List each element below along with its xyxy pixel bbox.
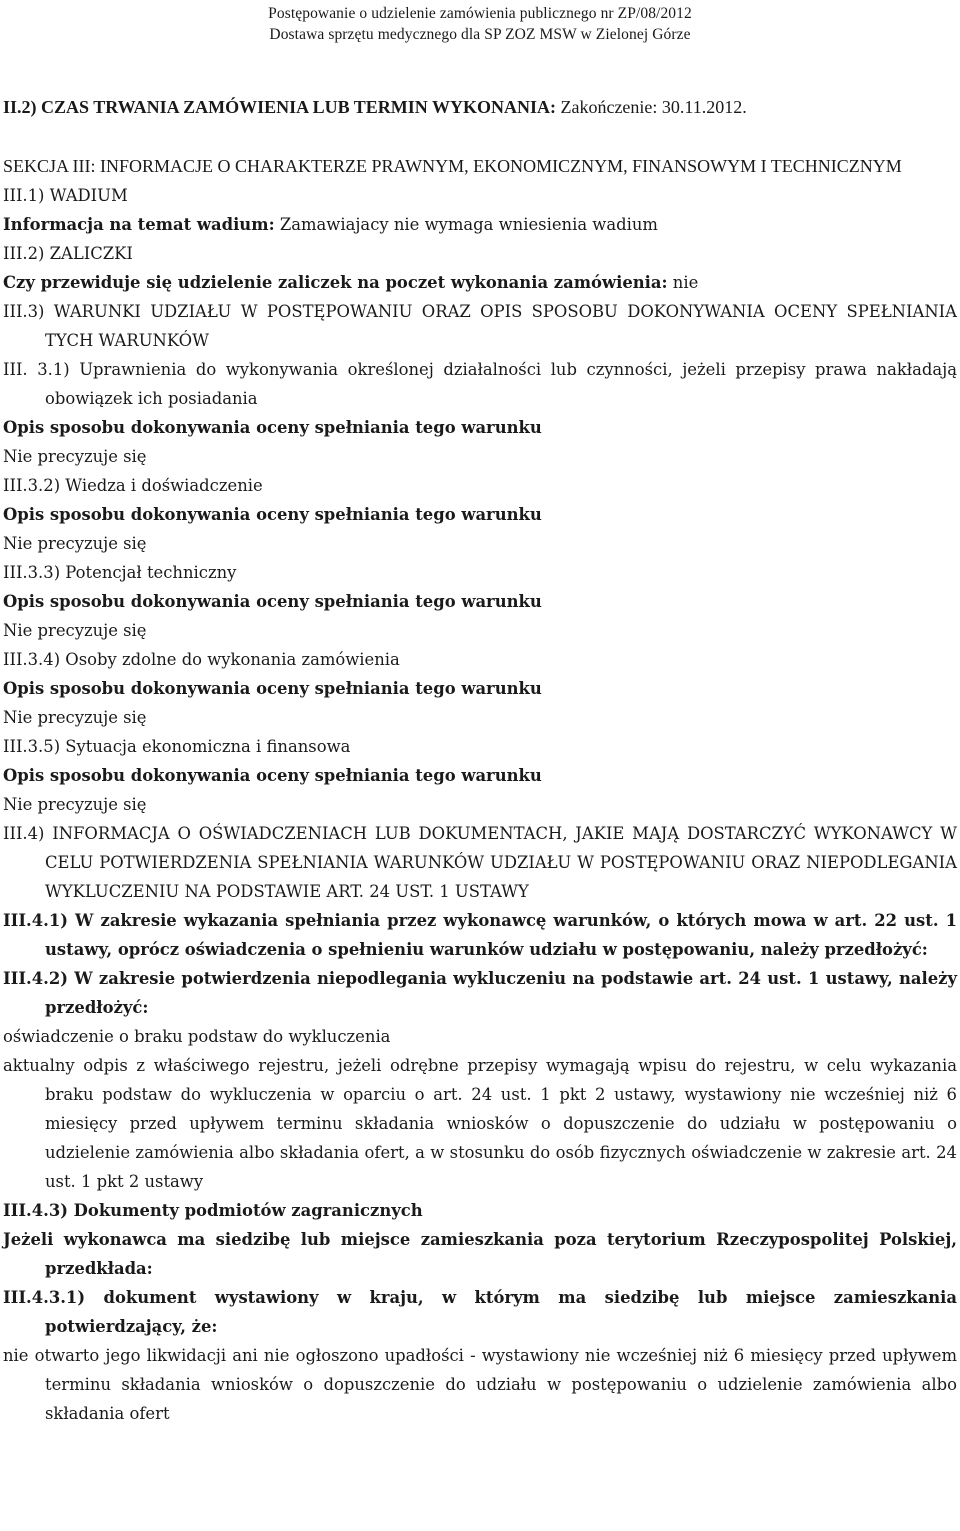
czas-label: II.2) CZAS TRWANIA ZAMÓWIENIA LUB TERMIN WYKONANIA: <box>3 97 556 117</box>
warunek-2-value: Nie precyzuje się <box>3 534 147 553</box>
warunek-1-value: Nie precyzuje się <box>3 447 147 466</box>
wadium-info <box>3 210 957 239</box>
section-3-4-1: III.4.1) W zakresie wykazania spełniania przez wykonawcę warunków, o których mowa w art. 22 ust. 1 ustawy, oprócz oświadczenia o spełnieniu warunków udziału w postępowaniu, należy przedłożyć: <box>3 911 957 959</box>
warunek-4-opis: Opis sposobu dokonywania oceny spełniania tego warunku <box>3 679 542 698</box>
document-body <box>0 93 960 1428</box>
warunki-heading: III.3) WARUNKI UDZIAŁU W POSTĘPOWANIU ORAZ OPIS SPOSOBU DOKONYWANIA OCENY SPEŁNIANIA TYCH WARUNKÓW <box>3 302 957 350</box>
warunek-2-opis: Opis sposobu dokonywania oceny spełniania tego warunku <box>3 505 542 524</box>
warunek-4-value: Nie precyzuje się <box>3 708 147 727</box>
section-3-heading: SEKCJA III: INFORMACJE O CHARAKTERZE PRAWNYM, EKONOMICZNYM, FINANSOWYM I TECHNICZNYM <box>3 156 902 176</box>
warunek-5-value: Nie precyzuje się <box>3 795 147 814</box>
oswiadczenie-braku: oświadczenie o braku podstaw do wykluczenia <box>3 1027 391 1046</box>
zaliczki-value: nie <box>667 273 699 292</box>
section-czas-trwania <box>3 93 957 122</box>
warunek-2-title: III.3.2) Wiedza i doświadczenie <box>3 476 263 495</box>
warunek-5-title: III.3.5) Sytuacja ekonomiczna i finansowa <box>3 737 351 756</box>
header-line-2: Dostawa sprzętu medycznego dla SP ZOZ MSW w Zielonej Górze <box>269 26 691 43</box>
page-header <box>0 0 960 45</box>
zaliczki-label: Czy przewiduje się udzielenie zaliczek na poczet wykonania zamówienia: <box>3 273 668 292</box>
section-3-4-2: III.4.2) W zakresie potwierdzenia niepodlegania wykluczeniu na podstawie art. 24 ust. 1 ustawy, należy przedłożyć: <box>3 969 957 1017</box>
czas-value: Zakończenie: 30.11.2012. <box>555 97 747 117</box>
informacja-heading: III.4) INFORMACJA O OŚWIADCZENIACH LUB DOKUMENTACH, JAKIE MAJĄ DOSTARCZYĆ WYKONAWCY W CELU POTWIERDZENIA SPEŁNIANIA WARUNKÓW UDZIAŁU W POSTĘPOWANIU ORAZ NIEPODLEGANIA WYKLUCZENIU NA PODSTAWIE ART. 24 UST. 1 USTAWY <box>3 824 957 901</box>
nie-otwarto-likwidacji: nie otwarto jego likwidacji ani nie ogłoszono upadłości - wystawiony nie wcześniej niż 6 miesięcy przed upływem terminu składania wniosków o dopuszczenie do udziału w postępowaniu o udzielenie zamówienia albo składania ofert <box>3 1346 957 1423</box>
warunek-1-opis: Opis sposobu dokonywania oceny spełniania tego warunku <box>3 418 542 437</box>
warunek-3-value: Nie precyzuje się <box>3 621 147 640</box>
zaliczki-info <box>3 268 957 297</box>
wadium-value: Zamawiajacy nie wymaga wniesienia wadium <box>274 215 658 234</box>
jezeli-wykonawca: Jeżeli wykonawca ma siedzibę lub miejsce zamieszkania poza terytorium Rzeczypospolitej Polskiej, przedkłada: <box>3 1230 957 1278</box>
header-line-1: Postępowanie o udzielenie zamówienia publicznego nr ZP/08/2012 <box>268 5 692 22</box>
section-3-4-3-1: III.4.3.1) dokument wystawiony w kraju, w którym ma siedzibę lub miejsce zamieszkania potwierdzający, że: <box>3 1288 957 1336</box>
aktualny-odpis: aktualny odpis z właściwego rejestru, jeżeli odrębne przepisy wymagają wpisu do rejestru, w celu wykazania braku podstaw do wykluczenia w oparciu o art. 24 ust. 1 pkt 2 ustawy, wystawiony nie wcześniej niż 6 miesięcy przed upływem terminu składania wniosków o dopuszczenie do udziału w postępowaniu o udzielenie zamówienia albo składania ofert, a w stosunku do osób fizycznych oświadczenie w zakresie art. 24 ust. 1 pkt 2 ustawy <box>3 1056 957 1191</box>
warunek-4-title: III.3.4) Osoby zdolne do wykonania zamówienia <box>3 650 400 669</box>
warunek-5-opis: Opis sposobu dokonywania oceny spełniania tego warunku <box>3 766 542 785</box>
wadium-label: Informacja na temat wadium: <box>3 215 275 234</box>
warunek-1-title: III. 3.1) Uprawnienia do wykonywania określonej działalności lub czynności, jeżeli przepisy prawa nakładają obowiązek ich posiadania <box>3 360 957 408</box>
zaliczki-heading: III.2) ZALICZKI <box>3 244 133 263</box>
wadium-heading: III.1) WADIUM <box>3 186 128 205</box>
warunek-3-opis: Opis sposobu dokonywania oceny spełniania tego warunku <box>3 592 542 611</box>
warunek-3-title: III.3.3) Potencjał techniczny <box>3 563 237 582</box>
section-3-4-3: III.4.3) Dokumenty podmiotów zagranicznych <box>3 1201 423 1220</box>
